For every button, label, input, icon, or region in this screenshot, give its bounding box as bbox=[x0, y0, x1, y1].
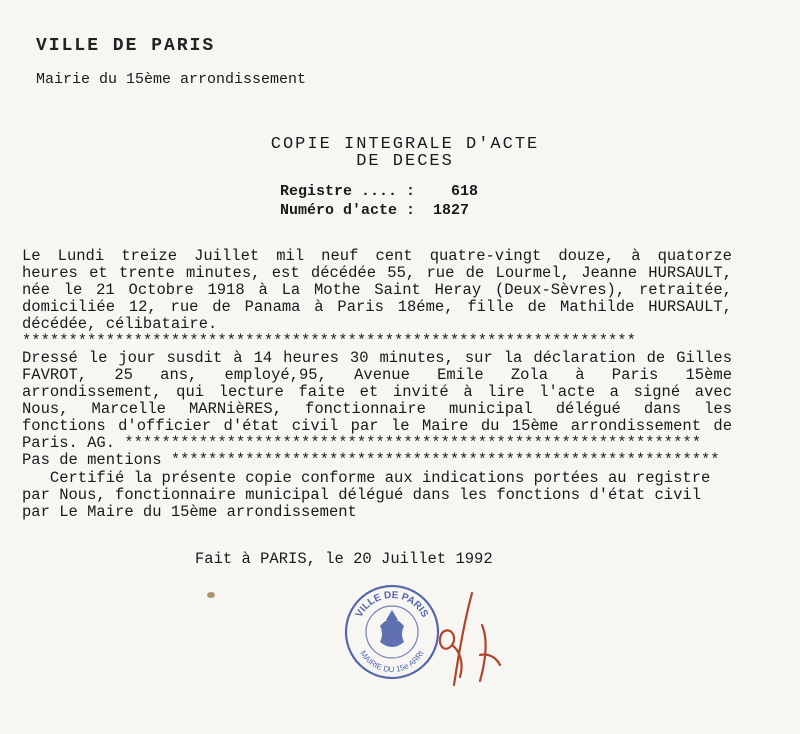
document-title-line1: COPIE INTEGRALE D'ACTE bbox=[270, 135, 540, 154]
place-date-line: Fait à PARIS, le 20 Juillet 1992 bbox=[195, 550, 493, 568]
certification-line: par Le Maire du 15ème arrondissement bbox=[22, 503, 357, 521]
certification-line: Certifié la présente copie conforme aux indications portées au registre bbox=[22, 469, 711, 487]
acte-line: FAVROT, 25 ans, employé,95, Avenue Emile Zola à Paris 15ème bbox=[22, 366, 732, 384]
city-heading: VILLE DE PARIS bbox=[36, 36, 216, 56]
mairie-subheading: Mairie du 15ème arrondissement bbox=[36, 71, 307, 88]
acte-line: fonctions d'officier d'état civil par le Maire du 15ème arrondissement de bbox=[22, 417, 732, 435]
certification-block bbox=[22, 470, 722, 521]
registre-number: Registre .... : 618 bbox=[280, 183, 479, 200]
acte-number: Numéro d'acte : 1827 bbox=[280, 202, 470, 219]
acte-body bbox=[22, 248, 732, 469]
stamp-top-text: VILLE DE PARIS bbox=[353, 589, 431, 620]
official-stamp-icon bbox=[342, 582, 442, 682]
acte-line: décédée, célibataire. bbox=[22, 315, 218, 333]
acte-line: arrondissement, qui lecture faite et invité à lire l'acte a signé avec bbox=[22, 383, 732, 401]
mentions-line: Pas de mentions *********************************************************** bbox=[22, 451, 720, 469]
acte-line: Le Lundi treize Juillet mil neuf cent quatre-vingt douze, à quatorze bbox=[22, 247, 732, 265]
acte-line: née le 21 Octobre 1918 à La Mothe Saint Heray (Deux-Sèvres), retraitée, bbox=[22, 281, 732, 299]
acte-line: Nous, Marcelle MARNièRES, fonctionnaire municipal délégué dans les bbox=[22, 400, 732, 418]
separator-line: ****************************************************************** bbox=[22, 332, 636, 350]
acte-line: heures et trente minutes, est décédée 55, rue de Lourmel, Jeanne HURSAULT, bbox=[22, 264, 732, 282]
acte-line: Paris. AG. ************************************************************** bbox=[22, 434, 702, 452]
signature-icon bbox=[430, 585, 510, 695]
document-title-line2: DE DECES bbox=[356, 152, 454, 171]
stamp-bottom-text: MAIRIE DU 15e ARRt bbox=[358, 649, 426, 675]
certification-line: par Nous, fonctionnaire municipal délégué dans les fonctions d'état civil bbox=[22, 486, 702, 504]
acte-line: domiciliée 12, rue de Panama à Paris 18éme, fille de Mathilde HURSAULT, bbox=[22, 298, 732, 316]
ink-stain bbox=[207, 592, 215, 598]
acte-line: Dressé le jour susdit à 14 heures 30 minutes, sur la déclaration de Gilles bbox=[22, 349, 732, 367]
